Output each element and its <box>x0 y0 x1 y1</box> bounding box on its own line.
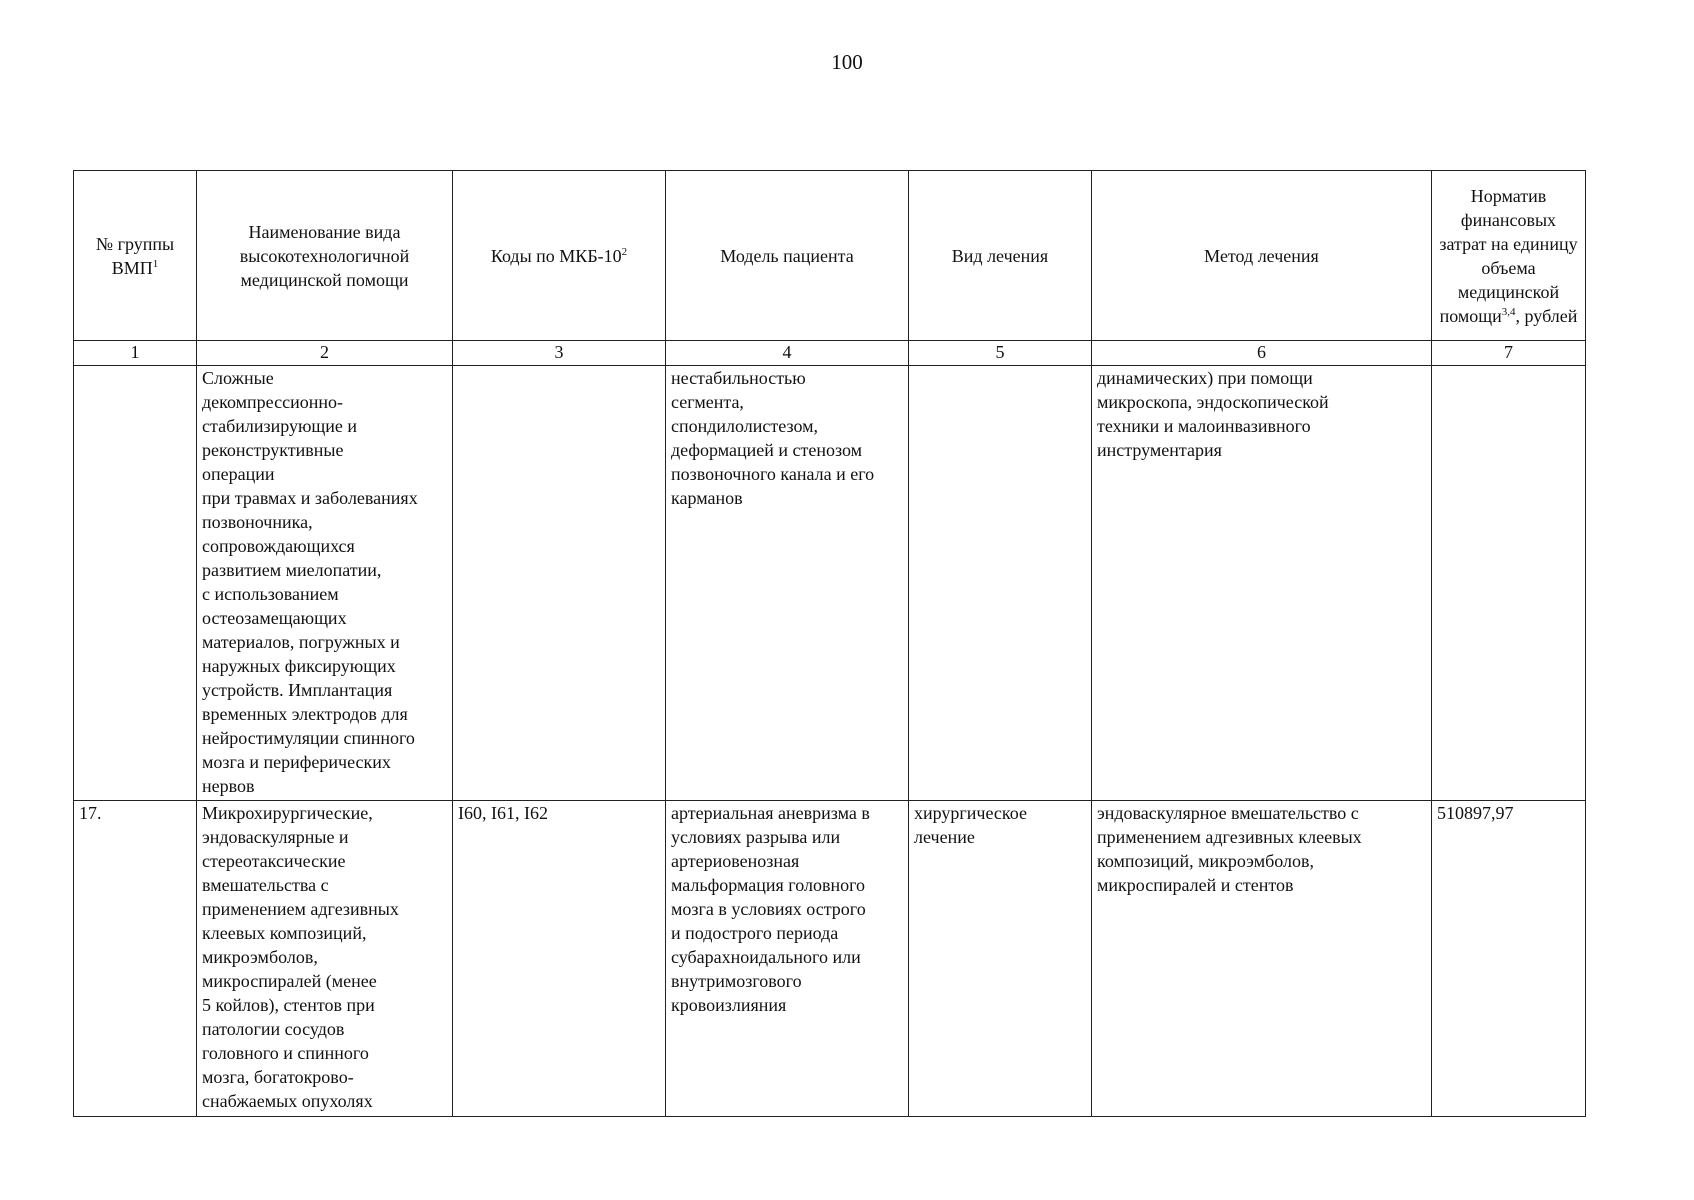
column-number: 6 <box>1092 341 1432 366</box>
header-icd10-codes: Коды по МКБ-$10^2$ <box>453 171 666 341</box>
patient-model-cell: артериальная аневризма в условиях разрыва или артериовенозная мальформация головного мозга в условиях острого и подострого периода субарахноидального или внутримозгового кровоизлияния <box>666 801 909 1117</box>
group-number-cell <box>74 366 197 801</box>
group-number-cell: 17. <box>74 801 197 1117</box>
header-group-number: № группы ВМП$^1$ <box>74 171 197 341</box>
cost-standard-cell: 510897,97 <box>1432 801 1586 1117</box>
column-number-row <box>74 341 1586 366</box>
page-number: 100 <box>831 50 863 74</box>
column-number: 2 <box>197 341 453 366</box>
header-patient-model: Модель пациента <box>666 171 909 341</box>
header-care-type-name: Наименование вида высокотехнологичной медицинской помощи <box>197 171 453 341</box>
column-number: 7 <box>1432 341 1586 366</box>
medical-care-table <box>73 170 1586 1117</box>
treatment-method-cell: динамических) при помощи микроскопа, эндоскопической техники и малоинвазивного инструментария <box>1092 366 1432 801</box>
icd10-codes-cell <box>453 366 666 801</box>
table-header-row <box>74 171 1586 341</box>
treatment-method-cell: эндоваскулярное вмешательство с применением адгезивных клеевых композиций, микроэмболов, микроспиралей и стентов <box>1092 801 1432 1117</box>
column-number: 4 <box>666 341 909 366</box>
column-number: 3 <box>453 341 666 366</box>
cost-standard-cell <box>1432 366 1586 801</box>
column-number: 1 <box>74 341 197 366</box>
column-number: 5 <box>909 341 1092 366</box>
patient-model-cell: нестабильностью сегмента, спондилолистезом, деформацией и стенозом позвоночного канала и его карманов <box>666 366 909 801</box>
icd10-codes-cell: I60, I61, I62 <box>453 801 666 1117</box>
table-row <box>74 366 1586 801</box>
table-row <box>74 801 1586 1117</box>
care-type-name-cell: Сложные декомпрессионно- стабилизирующие и реконструктивные операции при травмах и заболеваниях позвоночника, сопровождающихся развитием миелопатии, с использованием остеозамещающих материалов, погружных и наружных фиксирующих устройств. Имплантация временных электродов для нейростимуляции спинного мозга и периферических нервов <box>197 366 453 801</box>
header-cost-standard: Норматив финансовых затрат на единицу объема медицинской помощи$^{3,4}$, рублей <box>1432 171 1586 341</box>
header-treatment-method: Метод лечения <box>1092 171 1432 341</box>
treatment-type-cell: хирургическое лечение <box>909 801 1092 1117</box>
header-treatment-type: Вид лечения <box>909 171 1092 341</box>
care-type-name-cell: Микрохирургические, эндоваскулярные и стереотаксические вмешательства с применением адгезивных клеевых композиций, микроэмболов, микроспиралей (менее 5 койлов), стентов при патологии сосудов головного и спинного мозга, богатокрово- снабжаемых опухолях <box>197 801 453 1117</box>
treatment-type-cell <box>909 366 1092 801</box>
